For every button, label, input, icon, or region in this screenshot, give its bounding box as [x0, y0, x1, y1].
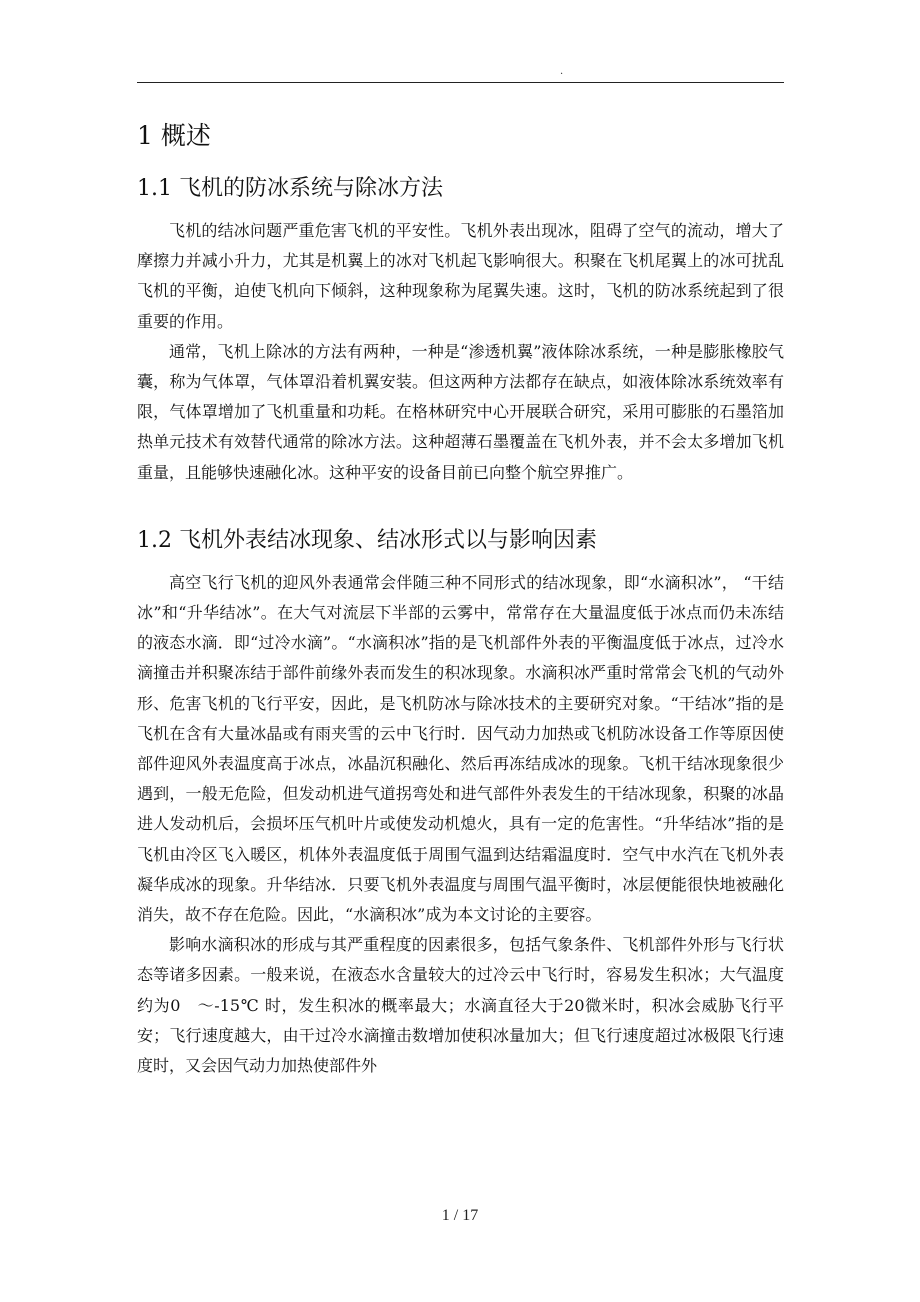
header-rule	[137, 82, 784, 83]
paragraph: 影响水滴积冰的形成与其严重程度的因素很多，包括气象条件、飞机部件外形与飞行状态等诸多因素。一般来说，在液态水含量较大的过冷云中飞行时，容易发生积冰；大气温度约为0 ～-15℃ 时，发生积冰的概率最大；水滴直径大于20微米时，积冰会威胁飞行平安；飞行速度越大，由干过冷水滴撞击数增加使积冰量加大；但飞行速度超过冰极限飞行速度时，又会因气动力加热使部件外	[137, 935, 784, 1076]
section-1-1-heading: 1.1 飞机的防冰系统与除冰方法	[137, 176, 443, 201]
paragraph: 高空飞行飞机的迎风外表通常会伴随三种不同形式的结冰现象，即“水滴积冰”， “干结冰”和“升华结冰”。在大气对流层下半部的云雾中，常常存在大量温度低于冰点而仍未冻结的液态水滴．即“过冷水滴”。“水滴积冰”指的是飞机部件外表的平衡温度低于冰点，过冷水滴撞击并积聚冻结于部件前缘外表而发生的积冰现象。水滴积冰严重时常常会飞机的气动外形、危害飞机的飞行平安，因此，是飞机防冰与除冰技术的主要研究对象。“干结冰”指的是飞机在含有大量冰晶或有雨夹雪的云中飞行时．因气动力加热或飞机防冰设备工作等原因使部件迎风外表温度高于冰点，冰晶沉积融化、然后再冻结成冰的现象。飞机干结冰现象很少遇到，一般无危险，但发动机进气道拐弯处和进气部件外表发生的干结冰现象，积聚的冰晶进人发动机后，会损坏压气机叶片或使发动机熄火，具有一定的危害性。“升华结冰”指的是飞机由冷区飞入暖区，机体外表温度低于周围气温到达结霜温度时．空气中水汽在飞机外表凝华成冰的现象。升华结冰．只要飞机外表温度与周围气温平衡时，冰层便能很快地被融化消失，故不存在危险。因此，“水滴积冰”成为本文讨论的主要容。	[137, 572, 784, 925]
section-1-heading: 1 概述	[137, 121, 211, 150]
paragraph: 飞机的结冰问题严重危害飞机的平安性。飞机外表出现冰，阻碍了空气的流动，增大了摩擦力并减小升力，尤其是机翼上的冰对飞机起飞影响很大。积聚在飞机尾翼上的冰可扰乱飞机的平衡，迫使飞机向下倾斜，这种现象称为尾翼失速。这时，飞机的防冰系统起到了很重要的作用。	[137, 221, 784, 331]
header-mark: .	[560, 66, 564, 77]
page-number: 1 / 17	[441, 1207, 479, 1224]
section-1-2-heading: 1.2 飞机外表结冰现象、结冰形式以与影响因素	[137, 527, 597, 553]
document-body	[137, 116, 784, 1081]
paragraph: 通常，飞机上除冰的方法有两种，一种是“渗透机翼”液体除冰系统，一种是膨胀橡胶气囊，称为气体罩，气体罩沿着机翼安装。但这两种方法都存在缺点，如液体除冰系统效率有限，气体罩增加了飞机重量和功耗。在格林研究中心开展联合研究，采用可膨胀的石墨箔加热单元技术有效替代通常的除冰方法。这种超薄石墨覆盖在飞机外表，并不会太多增加飞机重量，且能够快速融化冰。这种平安的设备目前已向整个航空界推广。	[137, 341, 784, 482]
